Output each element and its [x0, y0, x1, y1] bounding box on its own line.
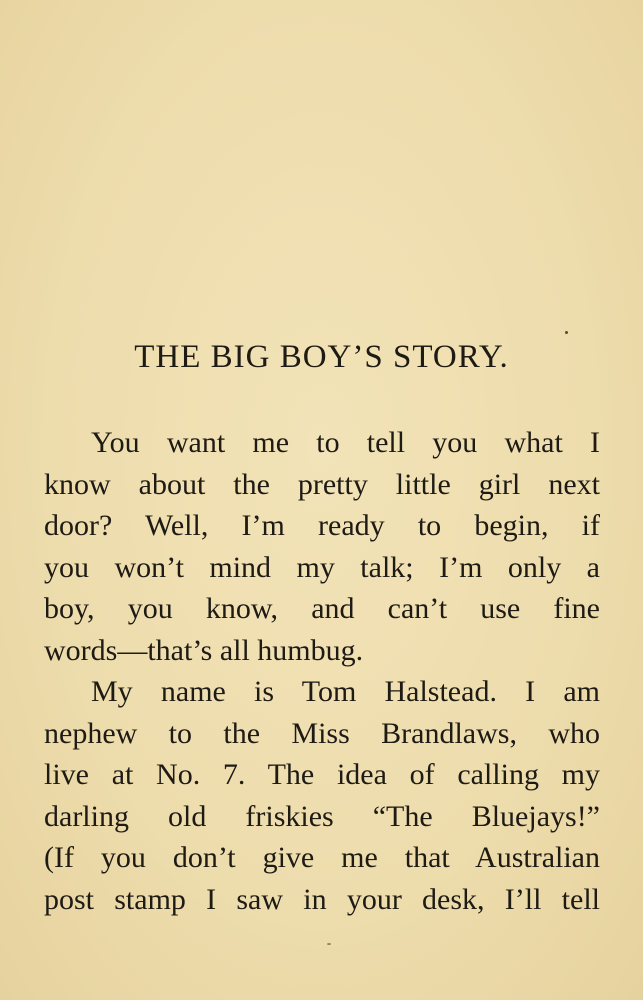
text-line: nephew to the Miss Brandlaws, who: [44, 716, 600, 750]
paper-speck: [565, 331, 568, 334]
text-line: post stamp I saw in your desk, I’ll tell: [44, 882, 600, 916]
text-line: darling old friskies “The Bluejays!”: [44, 799, 600, 833]
text-line: know about the pretty little girl next: [44, 467, 600, 501]
text-line: boy, you know, and can’t use fine: [44, 592, 600, 625]
text-line: You want me to tell you what I: [91, 426, 600, 459]
chapter-title: THE BIG BOY’S STORY.: [134, 339, 509, 375]
text-line: (If you don’t give me that Australian: [44, 841, 600, 874]
text-line: live at No. 7. The idea of calling my: [44, 758, 600, 791]
text-line: words—that’s all humbug.: [44, 633, 364, 667]
text-line: door? Well, I’m ready to begin, if: [44, 509, 600, 542]
text-line: My name is Tom Halstead. I am: [91, 675, 600, 708]
text-line: you won’t mind my talk; I’m only a: [44, 550, 600, 584]
paper-speck: [327, 943, 331, 945]
story-text: [44, 422, 600, 920]
